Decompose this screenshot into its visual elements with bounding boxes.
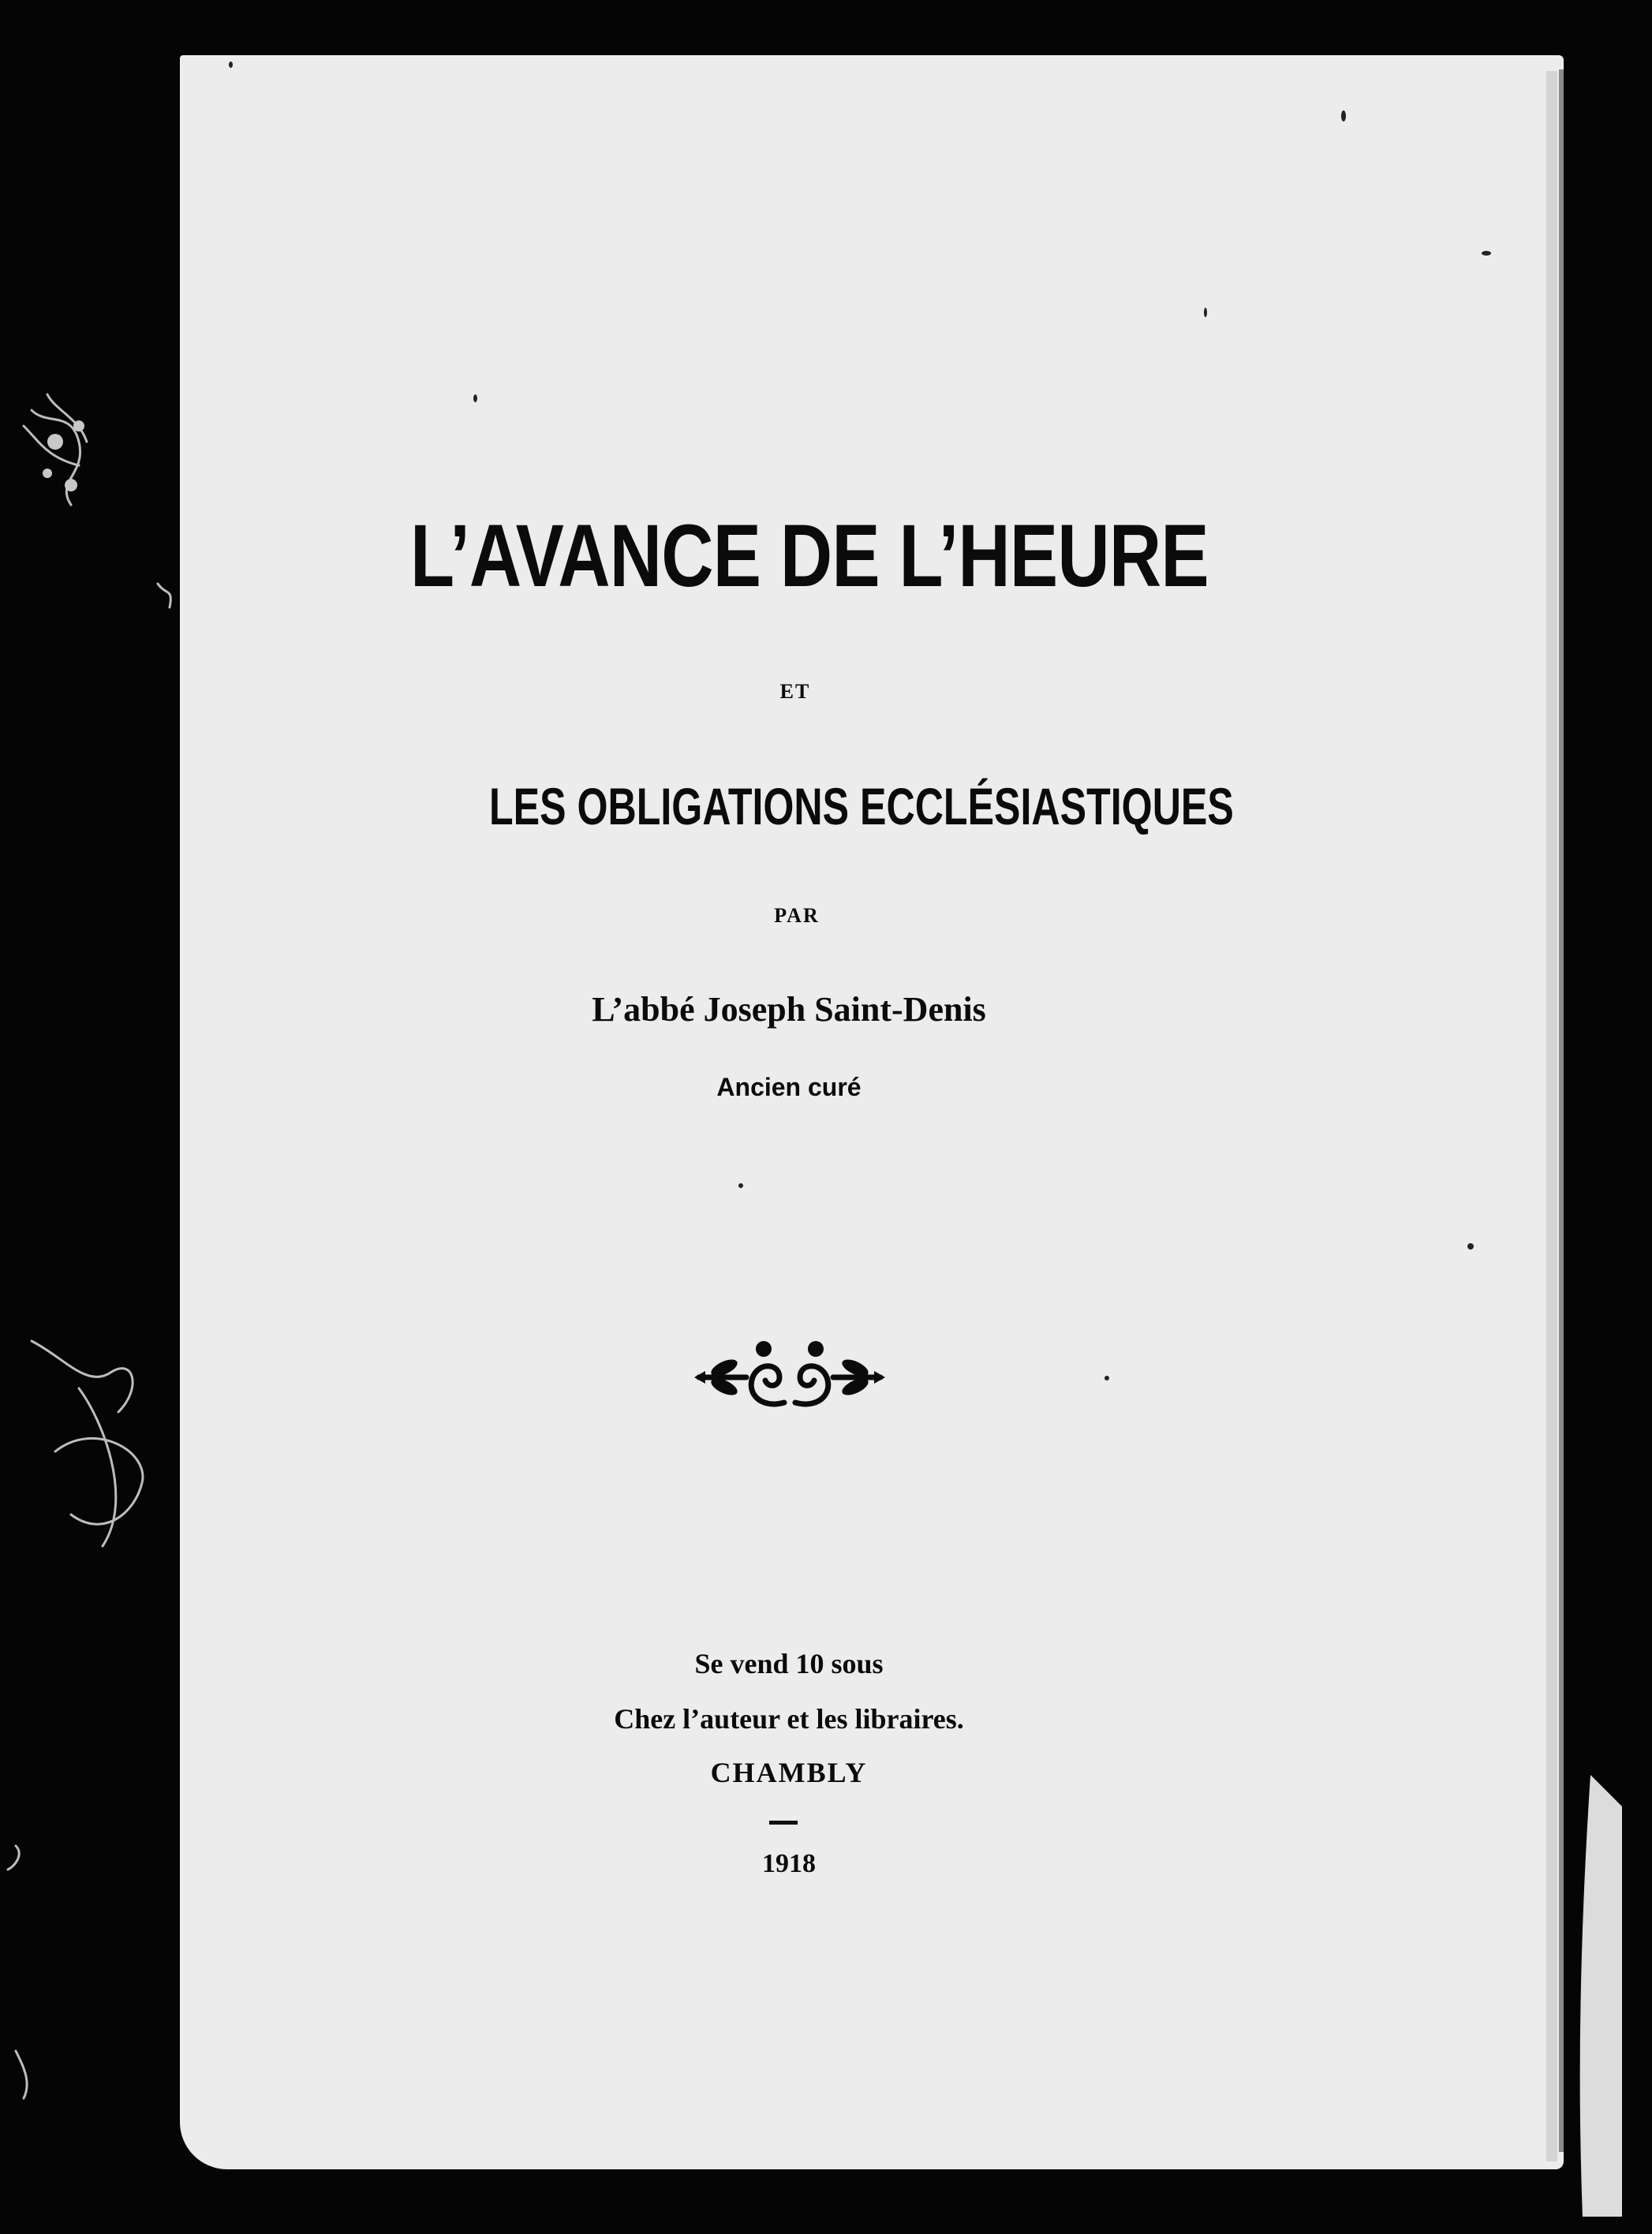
price-line: Se vend 10 sous <box>694 1648 884 1679</box>
paper-speck <box>1204 308 1207 317</box>
page-edge <box>1546 71 1557 2161</box>
publication-year: 1918 <box>762 1849 816 1878</box>
sold-at-line: Chez l’auteur et les libraires. <box>614 1703 964 1735</box>
paper-speck <box>1104 1376 1109 1380</box>
author-role: Ancien curé <box>716 1073 862 1101</box>
film-glare <box>1575 1775 1622 2217</box>
author-name: L’abbé Joseph Saint-Denis <box>592 990 986 1029</box>
byline-par: PAR <box>774 904 820 927</box>
paper-speck <box>229 62 233 68</box>
conjunction-et: ET <box>779 680 811 703</box>
paper-speck <box>1341 110 1346 121</box>
paper-speck <box>738 1183 743 1188</box>
floral-vignette-icon <box>691 1332 888 1418</box>
book-subtitle: LES OBLIGATIONS ECCLÉSIASTIQUES <box>489 777 1234 835</box>
paper-speck <box>473 394 477 402</box>
book-title: L’AVANCE DE L’HEURE <box>410 506 1209 605</box>
paper-speck <box>1482 251 1491 256</box>
separator-dash <box>769 1821 798 1825</box>
page-edge-shadow <box>1559 69 1564 2152</box>
paper-speck <box>1467 1243 1474 1250</box>
publication-place: CHAMBLY <box>710 1757 868 1788</box>
